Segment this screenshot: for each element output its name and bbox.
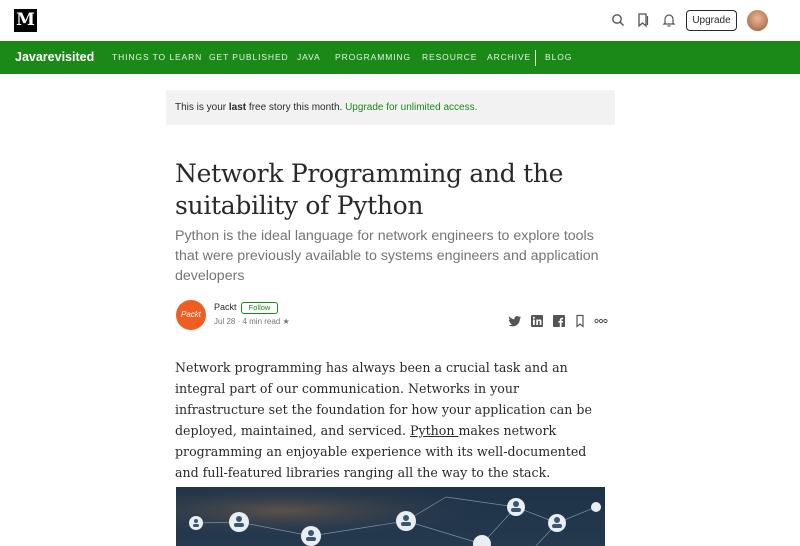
user-avatar[interactable] (747, 10, 768, 31)
author-avatar[interactable]: Packt (176, 300, 206, 330)
banner-text-bold: last (228, 102, 247, 113)
nav-item-java[interactable]: JAVA (297, 52, 321, 62)
linkedin-icon[interactable] (530, 314, 544, 328)
article-subtitle: Python is the ideal language for network engineers to explore tools that were previously available to systems engineers and application developers (175, 228, 599, 284)
more-icon[interactable] (594, 314, 608, 328)
twitter-icon[interactable] (508, 314, 522, 328)
upgrade-button[interactable]: Upgrade (686, 10, 737, 31)
follow-button[interactable]: Follow (241, 302, 278, 314)
bookmark-icon[interactable] (573, 314, 587, 328)
article-hero-image (176, 487, 605, 546)
medium-logo[interactable]: M (14, 9, 37, 32)
facebook-icon[interactable] (552, 314, 566, 328)
nav-item-blog[interactable]: BLOG (545, 52, 573, 62)
top-bar (0, 0, 800, 41)
search-icon[interactable] (610, 11, 626, 29)
notifications-icon[interactable] (661, 11, 677, 29)
member-limit-banner (166, 90, 615, 125)
article-body-paragraph (175, 357, 611, 483)
nav-divider (535, 50, 536, 66)
publication-nav (0, 41, 800, 74)
nav-item-things-to-learn[interactable]: THINGS TO LEARN (112, 52, 203, 62)
banner-text-middle: free story this month. (246, 102, 346, 113)
body-text-part2: makes network programming an enjoyable experience with its well-documented and full-featured libraries ranging all the way to the stack. (175, 423, 587, 480)
article-meta: Jul 28 · 4 min read ★ (214, 317, 290, 326)
banner-text-prefix: This is your (175, 102, 229, 113)
nav-item-resource[interactable]: RESOURCE (422, 52, 478, 62)
body-text-part1: Network programming has always been a crucial task and an integral part of our communication. Networks in your infrastructure set the foundation for how your application can be deployed, maintained, and serviced. (175, 360, 592, 438)
nav-item-archive[interactable]: ARCHIVE (487, 52, 532, 62)
upgrade-link[interactable]: Upgrade for unlimited access. (345, 102, 478, 113)
author-name[interactable]: Packt (214, 302, 237, 312)
article-title: Network Programming and the suitability of Python (175, 159, 564, 220)
nav-item-get-published[interactable]: GET PUBLISHED (209, 52, 289, 62)
nav-item-programming[interactable]: PROGRAMMING (335, 52, 412, 62)
python-link[interactable]: Python (409, 423, 459, 438)
bookmarks-icon[interactable] (635, 11, 651, 29)
publication-name[interactable]: Javarevisited (15, 50, 95, 64)
